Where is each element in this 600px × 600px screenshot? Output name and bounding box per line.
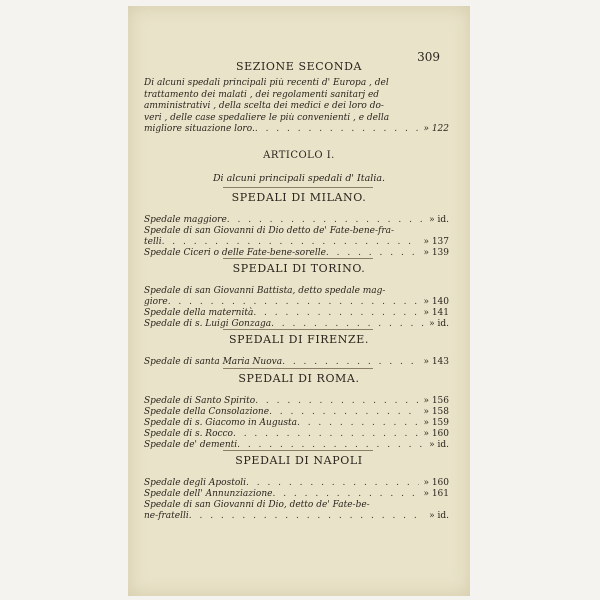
entry-page-ref: » 159: [423, 418, 449, 428]
entry-page-ref: » id.: [429, 440, 449, 450]
dot-leader: [253, 308, 419, 319]
toc-entry: [144, 489, 449, 500]
article-subtitle: Di alcuni principali spedali d' Italia.: [212, 173, 386, 184]
group-entries: [144, 286, 449, 330]
entry-title: giore: [144, 297, 168, 307]
intro-line: amministrativi , della scelta dei medici e dei loro do-: [144, 101, 384, 111]
group-rule: [223, 187, 373, 188]
dot-leader: [272, 489, 419, 500]
toc-entry: [144, 396, 449, 407]
group-rule: [223, 368, 373, 369]
group-entries: [144, 215, 449, 259]
intro-line: Di alcuni spedali principali più recenti d' Europa , del: [144, 78, 389, 88]
entry-title: Spedale di s. Giacomo in Augusta: [144, 418, 297, 428]
dot-leader: [282, 357, 419, 368]
toc-entry: [144, 308, 449, 319]
dot-leader: [162, 237, 420, 248]
group-rule: [223, 450, 373, 451]
group-title: SPEDALI DI NAPOLI: [235, 454, 363, 467]
dot-leader: [246, 478, 419, 489]
intro-line: veri , delle case spedaliere le più convenienti , e della: [144, 112, 390, 123]
entry-title: Spedale di s. Luigi Gonzaga: [144, 319, 272, 329]
toc-entry: [144, 429, 449, 440]
group-entries: [144, 357, 449, 368]
intro-paragraph: [144, 78, 449, 136]
entry-title: Spedale de' dementi: [144, 440, 238, 450]
dot-leader: [269, 407, 419, 418]
dot-leader: [168, 297, 420, 308]
entry-title: Spedale dell' Annunziazione: [144, 489, 273, 499]
toc-entry: [144, 418, 449, 429]
toc-entry: [144, 407, 449, 418]
entry-page-ref: » 160: [423, 478, 449, 488]
entry-title: Spedale di s. Rocco: [144, 429, 233, 439]
group-title: SPEDALI DI FIRENZE.: [228, 333, 370, 346]
entry-title: Spedale Ciceri o delle Fate-bene-sorelle: [144, 248, 326, 258]
entry-title: Spedale di Santo Spirito: [144, 396, 256, 406]
dot-leader: [227, 215, 425, 226]
entry-page-ref: » 160: [423, 429, 449, 439]
entry-title: Spedale di san Giovanni di Dio, detto de' Fate-be-: [144, 500, 370, 510]
entry-page-ref: » 140: [423, 297, 449, 307]
dot-leader: [297, 418, 419, 429]
entry-title: Spedale di santa Maria Nuova: [144, 357, 283, 367]
group-entries: [144, 396, 449, 451]
entry-page-ref: » 137: [423, 237, 449, 247]
entry-page-ref: » id.: [429, 215, 449, 225]
entry-title: Spedale di san Giovanni Battista, detto spedale mag-: [144, 286, 386, 296]
entry-page-ref: » 158: [423, 407, 449, 417]
toc-entry: [144, 478, 449, 489]
group-rule: [223, 329, 373, 330]
toc-entry-continued: [144, 500, 449, 511]
intro-line: trattamento dei malati , dei regolamenti sanitarj ed: [144, 89, 380, 100]
toc-entry: [144, 215, 449, 226]
toc-entry-continued: [144, 226, 449, 237]
toc-entry: [144, 357, 449, 368]
entry-page-ref: » id.: [429, 511, 449, 521]
group-rule: [223, 258, 373, 259]
entry-title: telli: [144, 237, 162, 247]
entry-title: ne-fratelli: [144, 511, 189, 521]
group-title: SPEDALI DI MILANO.: [231, 191, 367, 204]
entry-page-ref: » 156: [423, 396, 449, 406]
entry-page-ref: » 143: [423, 357, 449, 367]
entry-page-ref: » 141: [423, 308, 449, 318]
entry-page-ref: » 139: [423, 248, 449, 258]
intro-last-line: [144, 124, 449, 136]
page-number: 309: [417, 50, 440, 64]
dot-leader: [189, 511, 425, 522]
entry-title: Spedale degli Apostoli: [144, 478, 247, 488]
section-title: SEZIONE SECONDA: [235, 60, 363, 73]
entry-title: Spedale della maternità: [144, 308, 254, 318]
entry-title: Spedale di san Giovanni di Dio detto de' Fate-bene-fra-: [144, 226, 395, 236]
group-entries: [144, 478, 449, 522]
article-heading: ARTICOLO I.: [263, 150, 335, 161]
group-title: SPEDALI DI TORINO.: [232, 262, 366, 275]
group-title: SPEDALI DI ROMA.: [238, 372, 360, 385]
dot-leader: [255, 396, 419, 407]
intro-line: migliore situazione loro.: [144, 124, 255, 134]
toc-entry: [144, 237, 449, 248]
dot-leader: [233, 429, 419, 440]
toc-entry: [144, 511, 449, 522]
entry-page-ref: » 161: [423, 489, 449, 499]
entry-title: Spedale maggiore: [144, 215, 227, 225]
entry-title: Spedale della Consolazione: [144, 407, 270, 417]
book-page: [128, 6, 470, 596]
toc-entry-continued: [144, 286, 449, 297]
toc-entry: [144, 297, 449, 308]
intro-page-ref: » 122: [423, 124, 449, 134]
entry-page-ref: » id.: [429, 319, 449, 329]
